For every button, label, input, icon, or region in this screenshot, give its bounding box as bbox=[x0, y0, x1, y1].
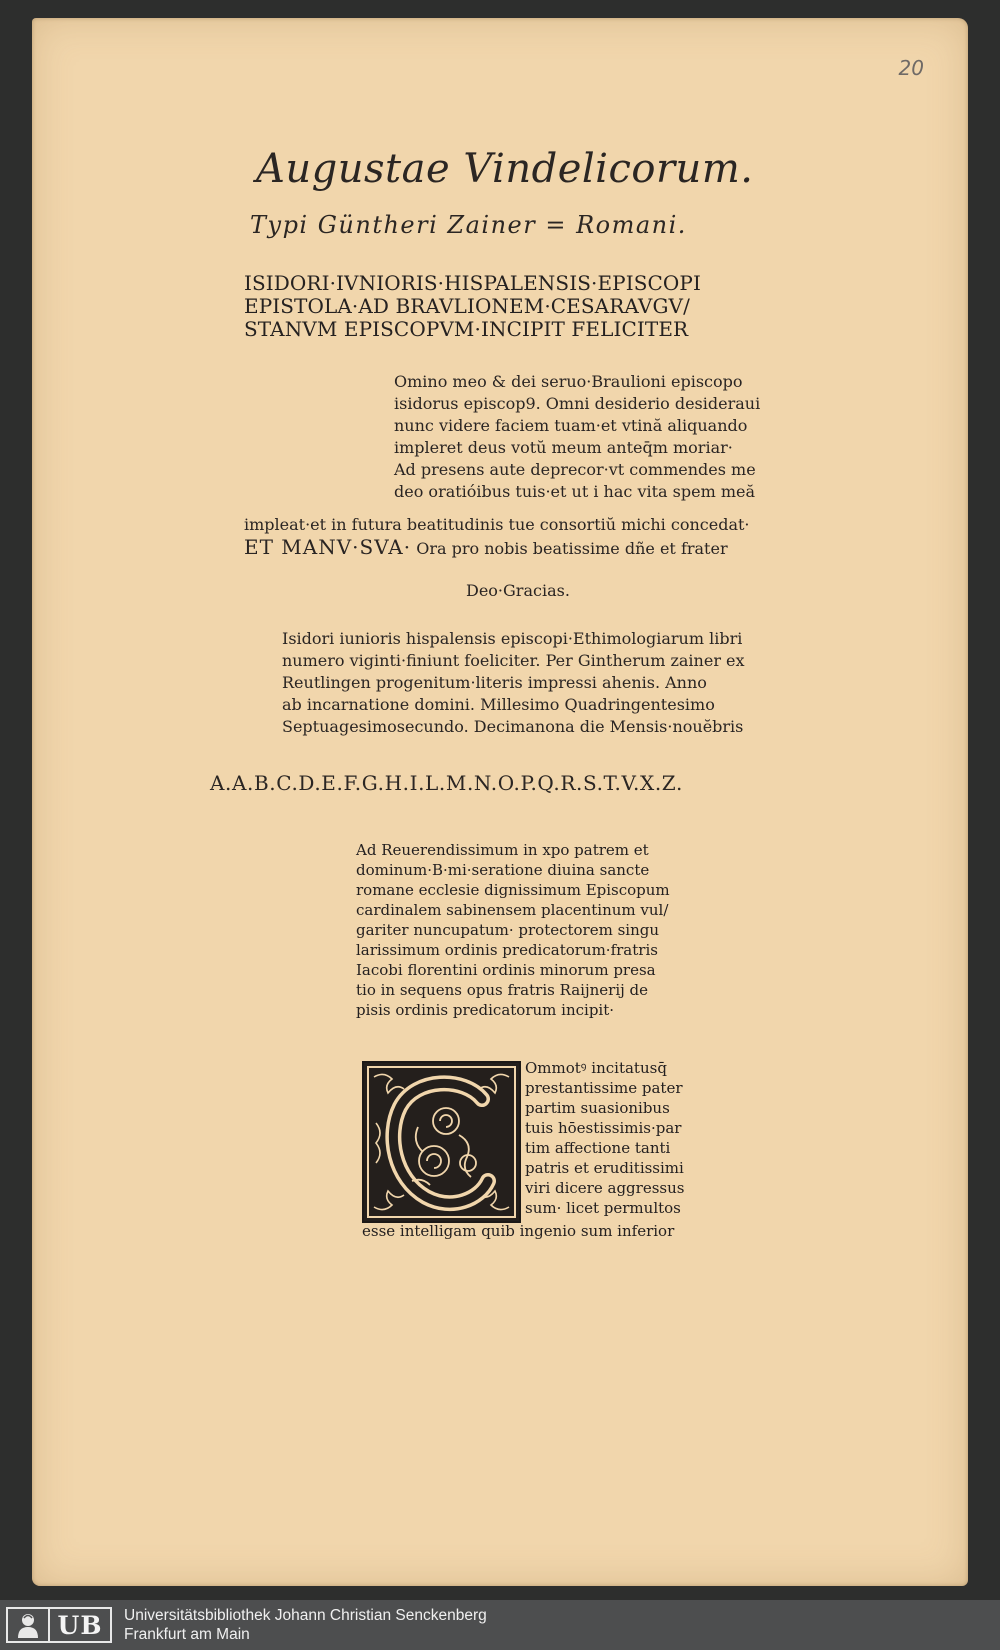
parchment-page bbox=[32, 18, 968, 1586]
dedication-wide-line: impleat·et in futura beatitudinis tue consortiŭ michi concedat· bbox=[244, 515, 750, 534]
gothic-line: dominum·B·mi·seratione diuina sancte bbox=[356, 861, 650, 879]
initial-line: prestantissime pater bbox=[525, 1079, 683, 1097]
incipit-line: EPISTOLA·AD BRAVLIONEM·CESARAVGV/ bbox=[244, 294, 690, 318]
dedication-line: Ad presens aute deprecor·vt commendes me bbox=[394, 460, 756, 479]
dedication-line: Omino meo & dei seruo·Braulioni episcopo bbox=[394, 372, 743, 391]
type-alphabet-specimen: A.A.B.C.D.E.F.G.H.I.L.M.N.O.P.Q.R.S.T.V.X.Z. bbox=[210, 771, 683, 795]
header-script-line-1: Augustae Vindelicorum. bbox=[256, 146, 754, 192]
gothic-line: tio in sequens opus fratris Raijnerij de bbox=[356, 981, 649, 999]
initial-paragraph bbox=[525, 1058, 735, 1218]
dedication-line: nunc videre faciem tuam·et vtină aliquando bbox=[394, 416, 748, 435]
colophon-line: ab incarnatione domini. Millesimo Quadringentesimo bbox=[282, 695, 715, 714]
ub-logo-letters: UB bbox=[57, 1610, 103, 1640]
initial-line: patris et eruditissimi bbox=[525, 1159, 684, 1177]
dedication-closing-line bbox=[244, 536, 804, 560]
colophon-paragraph bbox=[282, 628, 802, 738]
incipit-line: STANVM EPISCOPVM·INCIPIT FELICITER bbox=[244, 317, 689, 341]
initial-line: partim suasionibus bbox=[525, 1099, 670, 1117]
initial-line: tuis hōestissimis·par bbox=[525, 1119, 682, 1137]
gothic-line: Ad Reuerendissimum in xpo patrem et bbox=[356, 841, 649, 859]
gothic-line: pisis ordinis predicatorum incipit· bbox=[356, 1001, 615, 1019]
initial-paragraph-last-line: esse intelligam quib ingenio sum inferior bbox=[362, 1222, 675, 1240]
folio-number: 20 bbox=[898, 56, 924, 80]
ub-logo-box bbox=[6, 1607, 112, 1643]
dedication-line: deo oratióibus tuis·et ut i hac vita spem meă bbox=[394, 482, 756, 501]
gothic-type-paragraph bbox=[356, 840, 726, 1020]
initial-line: viri dicere aggressus bbox=[525, 1179, 685, 1197]
dedication-paragraph bbox=[394, 371, 784, 503]
gothic-line: romane ecclesie dignissimum Episcopum bbox=[356, 881, 670, 899]
gothic-line: larissimum ordinis predicatorum·fratris bbox=[356, 941, 658, 959]
senckenberg-bust-icon bbox=[8, 1609, 50, 1641]
ub-logo[interactable] bbox=[6, 1606, 112, 1644]
dedication-line: isidorus episcop9. Omni desiderio desideraui bbox=[394, 394, 761, 413]
colophon-line: Isidori iunioris hispalensis episcopi·Ethimologiarum libri bbox=[282, 629, 743, 648]
initial-line: tim affectione tanti bbox=[525, 1139, 671, 1157]
closing-text: Ora pro nobis beatissime dñe et frater bbox=[416, 539, 728, 558]
library-footer-bar bbox=[0, 1600, 1000, 1650]
initial-line: Ommotꝰ incitatusq̄ bbox=[525, 1059, 667, 1077]
library-name-line-1: Universitätsbibliothek Johann Christian Senckenberg bbox=[124, 1607, 487, 1624]
colophon-line: numero viginti·finiunt foeliciter. Per Gintherum zainer ex bbox=[282, 651, 745, 670]
decorated-initial-c-icon bbox=[362, 1061, 521, 1223]
library-name-line-2: Frankfurt am Main bbox=[124, 1626, 250, 1643]
library-name bbox=[124, 1606, 487, 1644]
gothic-line: cardinalem sabinensem placentinum vul/ bbox=[356, 901, 669, 919]
colophon-line: Reutlingen progenitum·literis impressi ahenis. Anno bbox=[282, 673, 707, 692]
colophon-line: Septuagesimosecundo. Decimanona die Mensis·nouĕbris bbox=[282, 717, 744, 736]
deo-gracias: Deo·Gracias. bbox=[466, 581, 570, 600]
gothic-line: Iacobi florentini ordinis minorum presa bbox=[356, 961, 656, 979]
initial-line: sum· licet permultos bbox=[525, 1199, 681, 1217]
incipit-heading bbox=[244, 272, 784, 341]
gothic-line: gariter nuncupatum· protectorem singu bbox=[356, 921, 660, 939]
header-script-line-2: Typi Güntheri Zainer = Romani. bbox=[250, 211, 687, 239]
incipit-line: ISIDORI·IVNIORIS·HISPALENSIS·EPISCOPI bbox=[244, 271, 701, 295]
et-manu-sua-caps: ET MANV·SVA· bbox=[244, 535, 412, 559]
dedication-line: impleret deus votŭ meum anteq̄m moriar· bbox=[394, 438, 733, 457]
